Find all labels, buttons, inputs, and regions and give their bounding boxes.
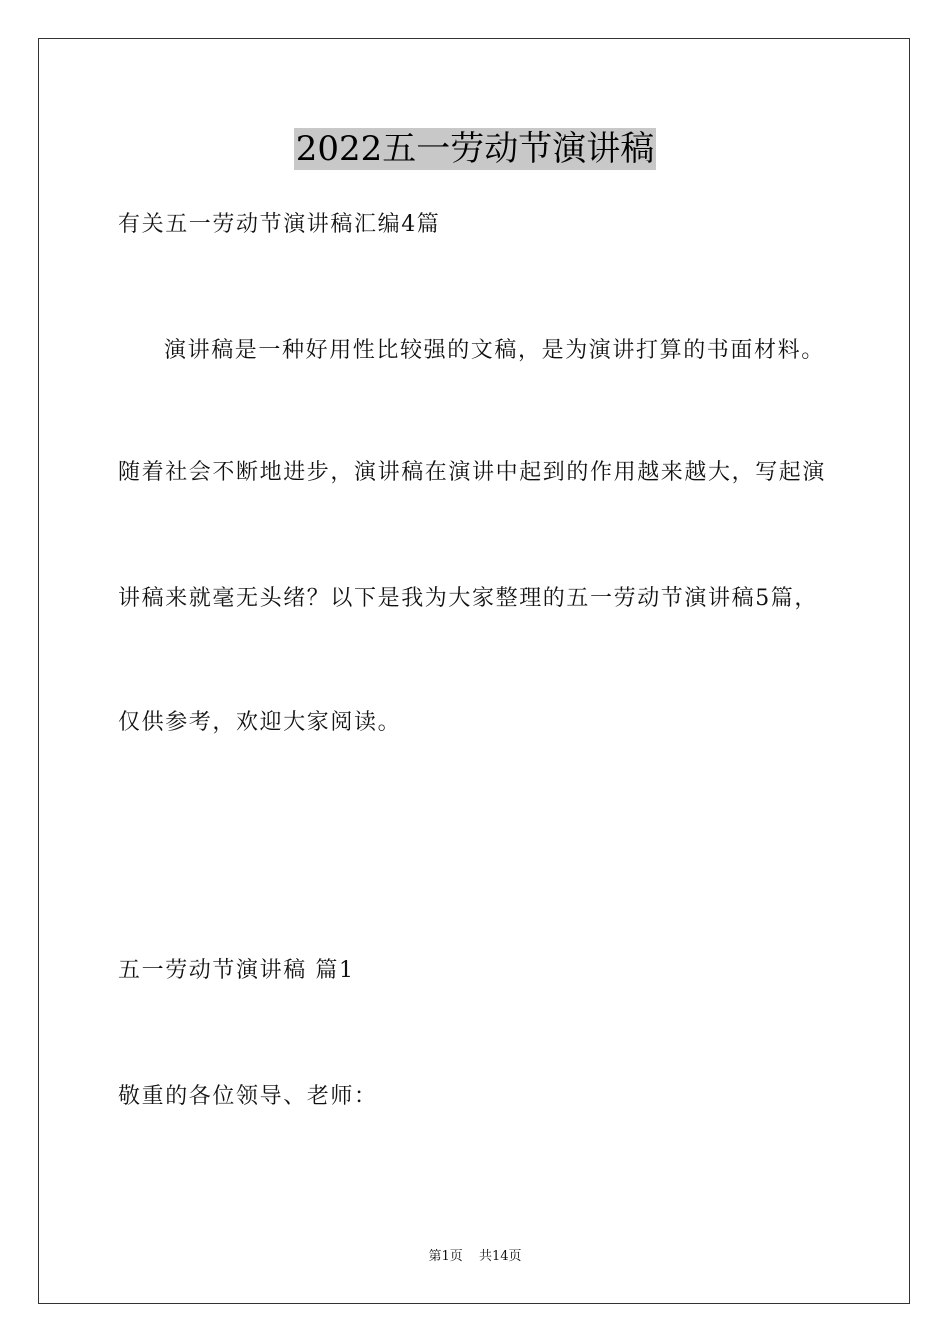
paragraph-line-2: 随着社会不断地进步，演讲稿在演讲中起到的作用越来越大，写起演 [118, 460, 827, 485]
page-number-total: 共14页 [478, 1249, 522, 1264]
page-footer [0, 1248, 950, 1266]
paragraph-line-1: 演讲稿是一种好用性比较强的文稿，是为演讲打算的书面材料。 [164, 338, 825, 363]
salutation: 敬重的各位领导、老师： [118, 1084, 378, 1109]
document-title: 2022五一劳动节演讲稿 [295, 129, 655, 169]
section-heading: 五一劳动节演讲稿 篇1 [118, 958, 355, 983]
page-number-current: 第1页 [428, 1249, 463, 1264]
document-subtitle: 有关五一劳动节演讲稿汇编4篇 [118, 212, 441, 237]
paragraph-line-3: 讲稿来就毫无头绪？以下是我为大家整理的五一劳动节演讲稿5篇， [118, 586, 818, 611]
paragraph-line-4: 仅供参考，欢迎大家阅读。 [118, 710, 402, 735]
title-container [0, 128, 950, 170]
